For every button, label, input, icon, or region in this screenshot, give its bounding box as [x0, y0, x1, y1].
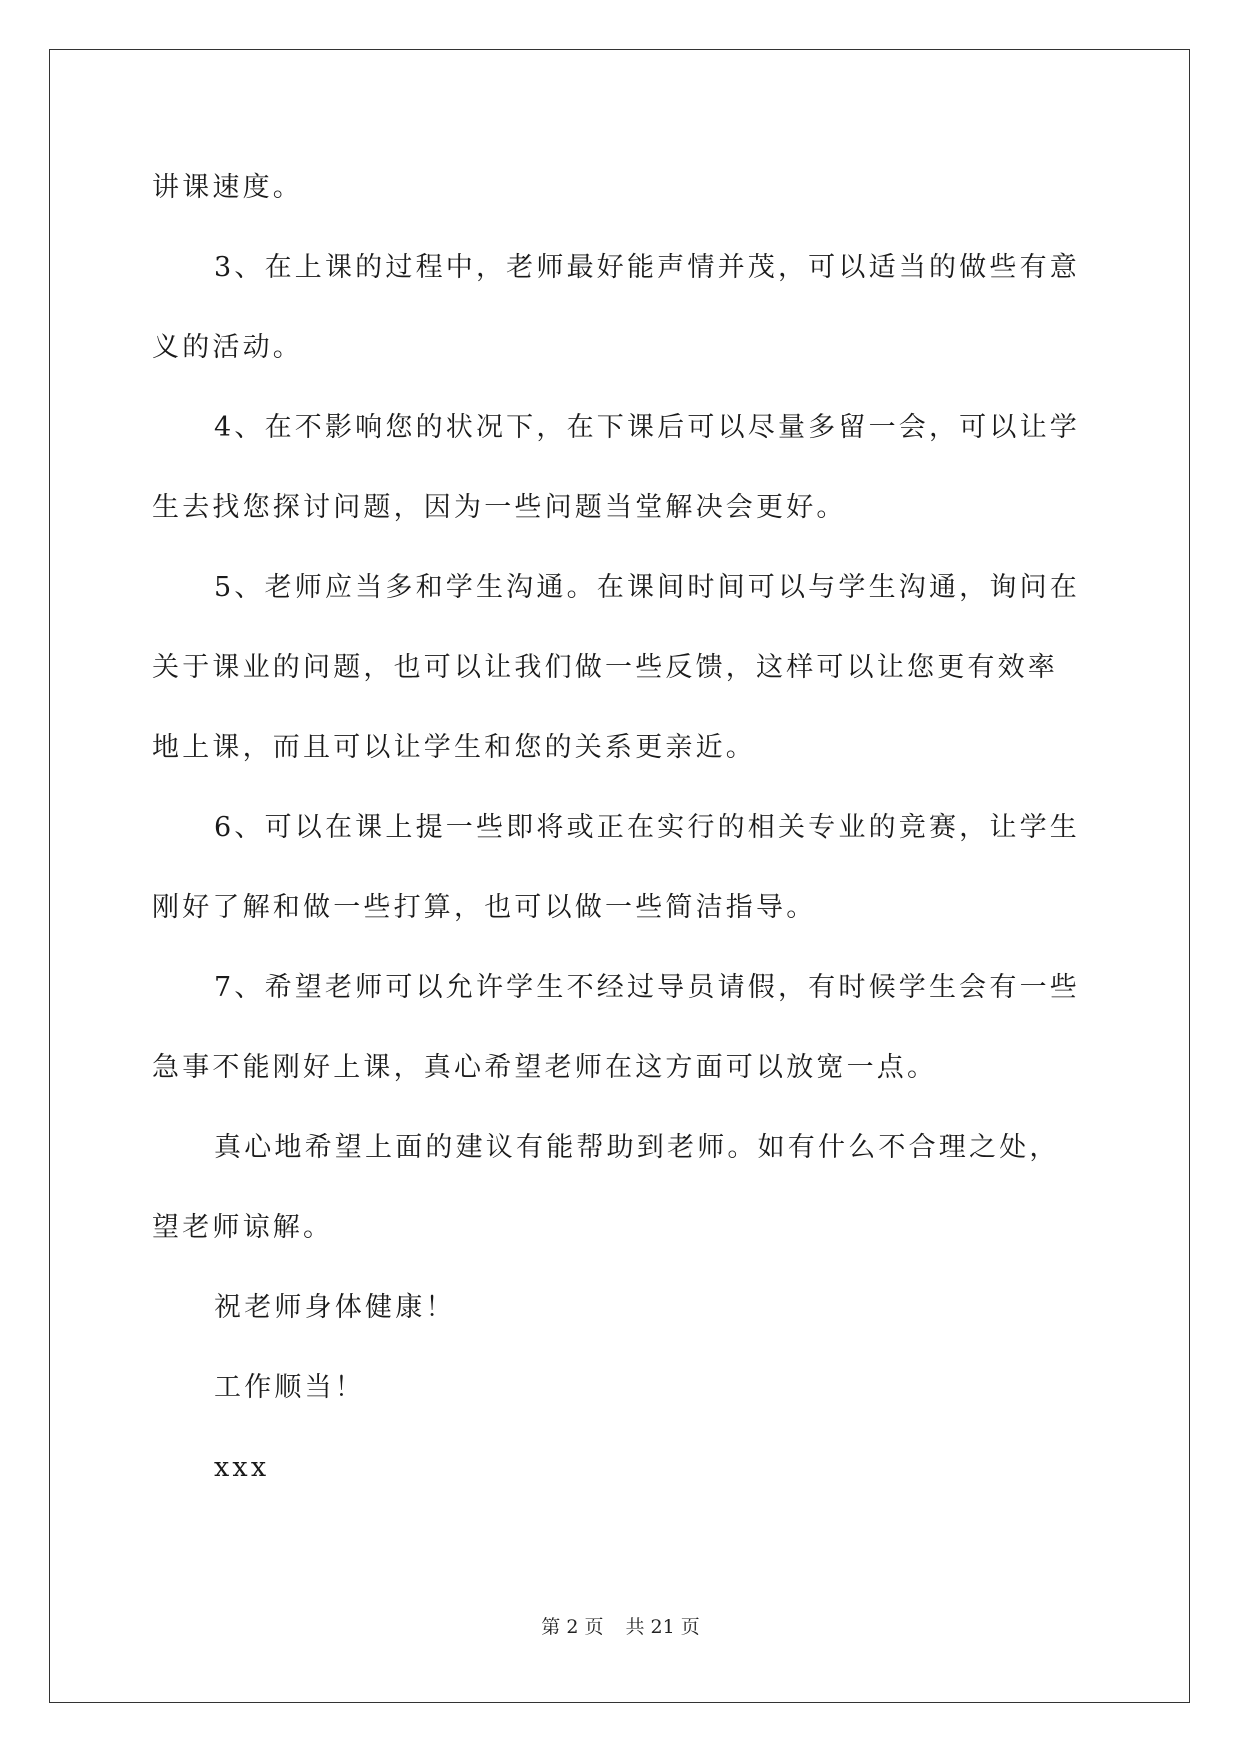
text-line: 生去找您探讨问题，因为一些问题当堂解决会更好。: [152, 492, 847, 523]
text-line: 义的活动。: [152, 332, 303, 363]
document-body: [152, 148, 1092, 1508]
page-footer: [0, 1612, 1241, 1639]
page-total: 共 21 页: [625, 1616, 700, 1638]
text-line: 急事不能刚好上课，真心希望老师在这方面可以放宽一点。: [152, 1052, 938, 1083]
text-line: 祝老师身体健康！: [214, 1292, 456, 1323]
page-number: 第 2 页: [541, 1616, 604, 1638]
text-line: 真心地希望上面的建议有能帮助到老师。如有什么不合理之处，: [214, 1132, 1060, 1163]
text-line: 工作顺当！: [214, 1372, 365, 1403]
text-line: 6、可以在课上提一些即将或正在实行的相关专业的竞赛，让学生: [214, 812, 1080, 843]
text-line: 讲课速度。: [152, 172, 303, 203]
text-line: 关于课业的问题，也可以让我们做一些反馈，这样可以让您更有效率: [152, 652, 1058, 683]
text-line: 望老师谅解。: [152, 1212, 334, 1243]
text-line: 4、在不影响您的状况下，在下课后可以尽量多留一会，可以让学: [214, 412, 1080, 443]
text-line: xxx: [214, 1452, 270, 1483]
text-line: 地上课，而且可以让学生和您的关系更亲近。: [152, 732, 756, 763]
text-line: 刚好了解和做一些打算，也可以做一些简洁指导。: [152, 892, 817, 923]
text-line: 7、希望老师可以允许学生不经过导员请假，有时候学生会有一些: [214, 972, 1080, 1003]
text-line: 5、老师应当多和学生沟通。在课间时间可以与学生沟通，询问在: [214, 572, 1080, 603]
text-line: 3、在上课的过程中，老师最好能声情并茂，可以适当的做些有意: [214, 252, 1080, 283]
